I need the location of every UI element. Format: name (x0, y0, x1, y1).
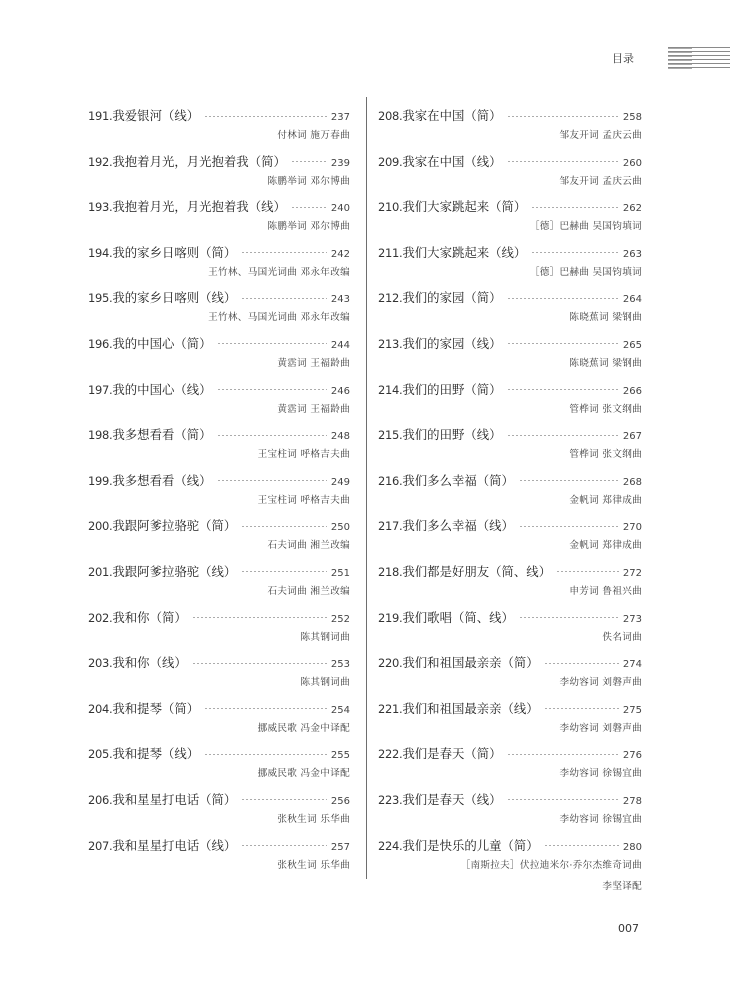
entry-number: 215. (378, 428, 403, 443)
entry-credit: 王竹林、马国光词曲 邓永年改编 (208, 266, 350, 278)
entry-page: 264 (622, 294, 642, 306)
entry-page: 240 (330, 203, 350, 215)
toc-entry[interactable] (378, 372, 642, 418)
dot-leader (519, 480, 619, 481)
entry-credit: 付林词 施万春曲 (277, 130, 350, 141)
entry-title: 我和你（简） (112, 609, 187, 625)
entry-title: 我爱银河（线） (112, 108, 200, 123)
entry-page: 274 (622, 659, 642, 671)
entry-number: 197. (88, 382, 113, 397)
entry-number: 205. (88, 747, 113, 762)
toc-entry[interactable] (88, 782, 350, 828)
dot-leader (291, 207, 327, 208)
entry-title: 我的家乡日喀则（简） (112, 244, 237, 260)
entry-number: 209. (378, 154, 403, 169)
entry-page: 244 (330, 339, 350, 351)
entry-page: 276 (622, 750, 642, 762)
toc-entry[interactable] (88, 189, 350, 235)
entry-credit: 王宝柱词 呼格吉夫曲 (257, 494, 350, 506)
dot-leader (192, 663, 327, 664)
entry-credit: ［德］巴赫曲 吴国钧填词 (529, 221, 642, 233)
toc-entry[interactable] (88, 554, 350, 600)
toc-entry[interactable] (88, 280, 350, 326)
toc-entry[interactable] (88, 372, 350, 418)
entry-credit: 李幼容词 刘磐声曲 (559, 722, 642, 734)
entry-number: 199. (88, 473, 113, 488)
entry-number: 195. (88, 291, 113, 306)
dot-leader (217, 389, 327, 390)
entry-credit: 石夫词曲 湘兰改编 (267, 540, 350, 552)
entry-number: 214. (378, 382, 403, 397)
entry-credit: 张秋生词 乐华曲 (277, 813, 350, 825)
entry-number: 213. (378, 336, 403, 351)
entry-credit: 李幼容词 刘磐声曲 (559, 677, 642, 689)
entry-page: 255 (330, 750, 350, 762)
entry-title: 我家在中国（线） (402, 153, 502, 169)
entry-page: 242 (330, 248, 350, 260)
entry-title: 我和你（线） (112, 655, 187, 671)
entry-page: 257 (330, 841, 350, 853)
entry-credit: 佚名词曲 (602, 631, 642, 643)
dot-leader (241, 252, 327, 253)
dot-leader (217, 435, 327, 436)
entry-page: 237 (330, 112, 350, 123)
toc-entry[interactable] (88, 98, 350, 144)
entry-credit: 管桦词 张文纲曲 (569, 403, 642, 415)
entry-number: 224. (378, 838, 403, 853)
dot-leader (507, 116, 619, 117)
entry-number: 206. (88, 792, 113, 807)
entry-title: 我们都是好朋友（简、线） (402, 563, 552, 579)
toc-entry[interactable] (378, 98, 642, 144)
toc-entry[interactable] (378, 782, 642, 828)
dot-leader (217, 480, 327, 481)
toc-entry[interactable] (378, 144, 642, 190)
entry-title: 我们的田野（简） (402, 381, 502, 397)
toc-entry[interactable] (88, 417, 350, 463)
toc-entry[interactable] (88, 600, 350, 646)
toc-entry[interactable] (378, 736, 642, 782)
entry-credit: 李幼容词 徐锡宜曲 (559, 813, 642, 825)
dot-leader (241, 571, 327, 572)
dot-leader (241, 845, 327, 846)
toc-entry[interactable] (88, 235, 350, 281)
toc-entry[interactable] (378, 554, 642, 600)
entry-page: 270 (622, 522, 642, 534)
toc-entry[interactable] (378, 645, 642, 691)
toc-entry[interactable] (88, 828, 350, 874)
entry-credit: 陈晓蕉词 梁钢曲 (569, 357, 642, 369)
entry-credit: 陈鹏举词 邓尔博曲 (267, 221, 350, 233)
toc-entry[interactable] (378, 463, 642, 509)
entry-page: 266 (622, 385, 642, 397)
entry-credit: 邹友开词 孟庆云曲 (559, 130, 642, 141)
entry-credit: 申芳词 鲁祖兴曲 (569, 585, 642, 597)
toc-entry[interactable] (378, 189, 642, 235)
entry-page: 260 (622, 157, 642, 169)
entry-credit: 黄霑词 王福龄曲 (277, 403, 350, 415)
dot-leader (291, 161, 327, 162)
toc-entry[interactable] (378, 691, 642, 737)
entry-title: 我和星星打电话（简） (112, 791, 237, 807)
toc-entry[interactable] (378, 508, 642, 554)
entry-title: 我们是春天（简） (402, 746, 502, 762)
entry-number: 212. (378, 291, 403, 306)
entry-number: 222. (378, 747, 403, 762)
entry-page: 268 (622, 476, 642, 488)
dot-leader (204, 754, 327, 755)
dot-leader (507, 389, 619, 390)
entry-title: 我和提琴（简） (112, 700, 200, 716)
dot-leader (241, 526, 327, 527)
entry-number: 218. (378, 564, 403, 579)
entry-page: 265 (622, 339, 642, 351)
entry-page: 239 (330, 157, 350, 169)
entry-credit: 黄霑词 王福龄曲 (277, 357, 350, 369)
entry-title: 我们和祖国最亲亲（简） (402, 655, 539, 671)
entry-page: 263 (622, 248, 642, 260)
dot-leader (531, 207, 619, 208)
entry-title: 我们歌唱（简、线） (402, 609, 514, 625)
dot-leader (519, 617, 619, 618)
entry-credit: 挪威民歌 冯金中译配 (257, 722, 350, 734)
entry-title: 我们和祖国最亲亲（线） (402, 700, 539, 716)
entry-credit: 邹友开词 孟庆云曲 (559, 175, 642, 187)
entry-number: 207. (88, 838, 113, 853)
entry-credit: 管桦词 张文纲曲 (569, 449, 642, 461)
entry-title: 我的中国心（简） (112, 335, 212, 351)
entry-page: 253 (330, 659, 350, 671)
entry-title: 我跟阿爹拉骆驼（简） (112, 518, 237, 534)
entry-page: 248 (330, 431, 350, 443)
entry-page: 249 (330, 476, 350, 488)
entry-title: 我们是快乐的儿童（简） (402, 837, 539, 853)
entry-number: 204. (88, 701, 113, 716)
entry-credit: 金帆词 郑律成曲 (569, 540, 642, 552)
entry-number: 200. (88, 519, 113, 534)
dot-leader (204, 116, 327, 117)
entry-page: 275 (622, 704, 642, 716)
entry-number: 194. (88, 245, 113, 260)
entry-title: 我们大家跳起来（简） (402, 199, 527, 215)
entry-credit: 王竹林、马国光词曲 邓永年改编 (208, 312, 350, 324)
dot-leader (217, 343, 327, 344)
entry-page: 250 (330, 522, 350, 534)
entry-page: 258 (622, 112, 642, 123)
entry-title: 我们多么幸福（线） (402, 518, 514, 534)
entry-title: 我们的家园（简） (402, 290, 502, 306)
entry-credit: ［南斯拉夫］伏拉迪米尔·乔尔杰维奇词曲 (460, 859, 642, 871)
toc-entry[interactable] (378, 235, 642, 281)
dot-leader (519, 526, 619, 527)
entry-number: 217. (378, 519, 403, 534)
entry-title: 我抱着月光，月光抱着我（线） (112, 199, 286, 215)
dot-leader (507, 799, 619, 800)
entry-title: 我的家乡日喀则（线） (112, 290, 237, 306)
dot-leader (507, 754, 619, 755)
entry-credit: 石夫词曲 湘兰改编 (267, 585, 350, 597)
toc-entry[interactable] (88, 645, 350, 691)
toc-left-column (88, 98, 350, 873)
entry-number: 201. (88, 564, 113, 579)
entry-number: 192. (88, 154, 113, 169)
entry-credit: 陈晓蕉词 梁钢曲 (569, 312, 642, 324)
entry-title: 我多想看看（简） (112, 427, 212, 443)
entry-title: 我们是春天（线） (402, 791, 502, 807)
entry-page: 272 (622, 567, 642, 579)
entry-page: 280 (622, 841, 642, 853)
toc-entry[interactable] (378, 326, 642, 372)
dot-leader (556, 571, 619, 572)
column-divider (366, 97, 367, 879)
entry-title: 我的中国心（线） (112, 381, 212, 397)
dot-leader (507, 161, 619, 162)
entry-page: 256 (330, 795, 350, 807)
entry-number: 219. (378, 610, 403, 625)
toc-entry[interactable] (88, 691, 350, 737)
entry-title: 我抱着月光，月光抱着我（简） (112, 153, 286, 169)
header-decoration (668, 47, 730, 71)
dot-leader (507, 343, 619, 344)
entry-page: 262 (622, 203, 642, 215)
entry-title: 我和星星打电话（线） (112, 837, 237, 853)
entry-title: 我们多么幸福（简） (402, 472, 514, 488)
toc-entry[interactable] (88, 508, 350, 554)
entry-credit: 陈其钢词曲 (300, 677, 350, 689)
toc-entry[interactable] (378, 417, 642, 463)
entry-number: 193. (88, 200, 113, 215)
entry-number: 198. (88, 428, 113, 443)
entry-credit: 金帆词 郑律成曲 (569, 494, 642, 506)
entry-number: 210. (378, 200, 403, 215)
entry-number: 208. (378, 109, 403, 123)
dot-leader (204, 708, 327, 709)
entry-title: 我们的田野（线） (402, 427, 502, 443)
entry-title: 我家在中国（简） (402, 108, 502, 123)
entry-credit: 陈其钢词曲 (300, 631, 350, 643)
toc-entry[interactable] (88, 326, 350, 372)
dot-leader (531, 252, 619, 253)
entry-title: 我和提琴（线） (112, 746, 200, 762)
entry-page: 251 (330, 567, 350, 579)
entry-number: 220. (378, 656, 403, 671)
toc-entry[interactable] (378, 280, 642, 326)
entry-credit: ［德］巴赫曲 吴国钧填词 (529, 266, 642, 278)
dot-leader (544, 663, 619, 664)
toc-entry[interactable] (378, 828, 642, 892)
toc-right-column (378, 98, 642, 892)
entry-page: 273 (622, 613, 642, 625)
entry-credit: 挪威民歌 冯金中译配 (257, 768, 350, 780)
dot-leader (241, 799, 327, 800)
entry-page: 254 (330, 704, 350, 716)
toc-entry[interactable] (378, 600, 642, 646)
entry-title: 我们大家跳起来（线） (402, 244, 527, 260)
header-title: 目录 (612, 52, 634, 65)
dot-leader (544, 708, 619, 709)
entry-number: 211. (378, 245, 403, 260)
entry-number: 202. (88, 610, 113, 625)
entry-page: 278 (622, 795, 642, 807)
entry-number: 191. (88, 109, 113, 123)
entry-page: 243 (330, 294, 350, 306)
entry-credit: 陈鹏举词 邓尔博曲 (267, 175, 350, 187)
dot-leader (192, 617, 327, 618)
dot-leader (507, 298, 619, 299)
toc-entry[interactable] (88, 463, 350, 509)
entry-number: 223. (378, 792, 403, 807)
entry-title: 我跟阿爹拉骆驼（线） (112, 563, 237, 579)
entry-credit: 王宝柱词 呼格吉夫曲 (257, 449, 350, 461)
entry-title: 我们的家园（线） (402, 335, 502, 351)
entry-page: 267 (622, 431, 642, 443)
entry-credit-secondary: 李坚译配 (602, 880, 642, 892)
entry-title: 我多想看看（线） (112, 472, 212, 488)
entry-number: 216. (378, 473, 403, 488)
dot-leader (544, 845, 619, 846)
entry-number: 203. (88, 656, 113, 671)
entry-credit: 李幼容词 徐锡宜曲 (559, 768, 642, 780)
toc-entry[interactable] (88, 736, 350, 782)
entry-credit: 张秋生词 乐华曲 (277, 859, 350, 871)
toc-entry[interactable] (88, 144, 350, 190)
dot-leader (241, 298, 327, 299)
entry-number: 196. (88, 336, 113, 351)
entry-page: 252 (330, 613, 350, 625)
dot-leader (507, 435, 619, 436)
entry-number: 221. (378, 701, 403, 716)
entry-page: 246 (330, 385, 350, 397)
page-number: 007 (618, 922, 639, 935)
